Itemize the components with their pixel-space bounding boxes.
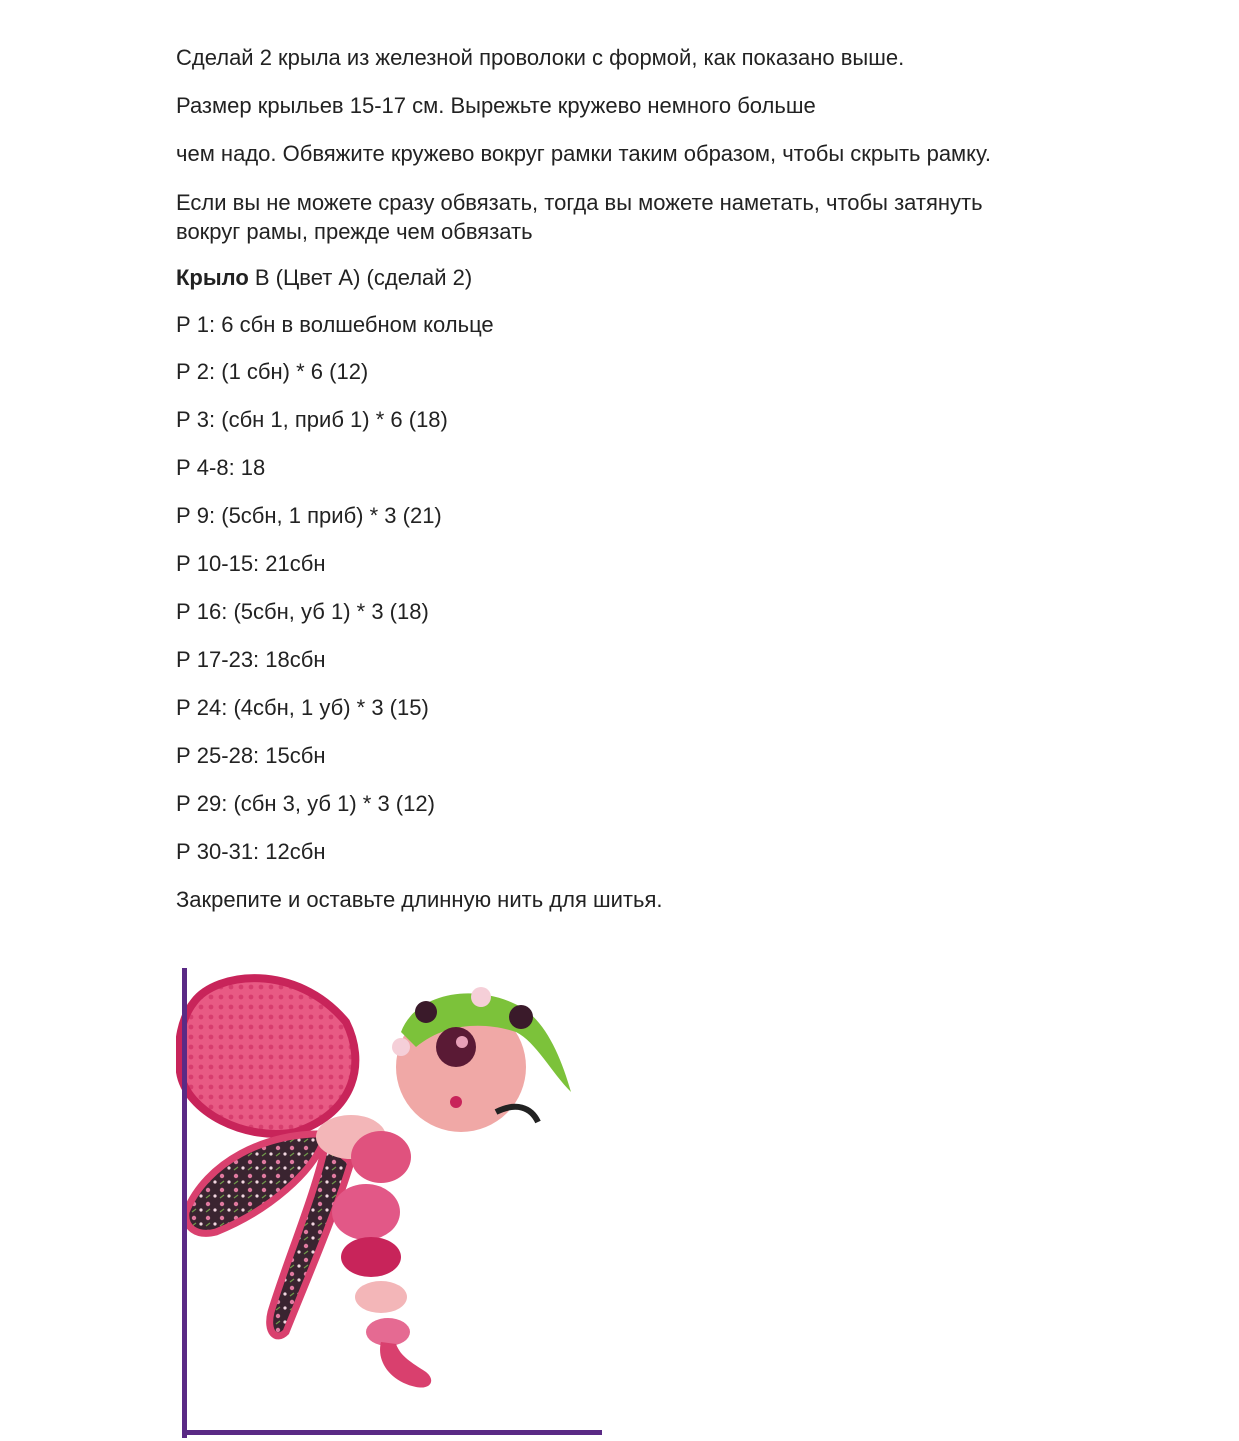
- pattern-row: Р 25-28: 15сбн: [176, 743, 326, 768]
- flower: [392, 1038, 410, 1056]
- pattern-row: Р 9: (5сбн, 1 приб) * 3 (21): [176, 503, 442, 528]
- flower: [509, 1005, 533, 1029]
- eye-highlight: [456, 1036, 468, 1048]
- frame-vertical-line: [182, 968, 187, 1438]
- eye: [436, 1027, 476, 1067]
- crochet-dragonfly-illustration: [176, 962, 606, 1436]
- pattern-row: Р 1: 6 сбн в волшебном кольце: [176, 312, 494, 337]
- upper-wing: [179, 978, 356, 1134]
- document-text: [176, 44, 1176, 934]
- body-segment: [351, 1131, 411, 1183]
- intro-line-2: Размер крыльев 15-17 см. Вырежьте кружево немного больше: [176, 93, 816, 118]
- pattern-row: Р 3: (сбн 1, приб 1) * 6 (18): [176, 407, 448, 432]
- pattern-row: Р 30-31: 12сбн: [176, 839, 326, 864]
- intro-line-4b: вокруг рамы, прежде чем обвязать: [176, 219, 533, 244]
- dragonfly-photo: [176, 962, 606, 1436]
- pattern-row: Р 29: (сбн 3, уб 1) * 3 (12): [176, 791, 435, 816]
- pattern-rows: [176, 311, 1176, 886]
- body-segment: [332, 1184, 400, 1240]
- body-segment: [341, 1237, 401, 1277]
- nose: [450, 1096, 462, 1108]
- intro-line-4a: Если вы не можете сразу обвязать, тогда вы можете наметать, чтобы затянуть: [176, 190, 983, 215]
- flower: [415, 1001, 437, 1023]
- pattern-row: Р 17-23: 18сбн: [176, 647, 326, 672]
- section-heading-bold: Крыло: [176, 265, 249, 290]
- body-segment: [366, 1318, 410, 1346]
- pattern-row: Р 10-15: 21сбн: [176, 551, 326, 576]
- flower: [471, 987, 491, 1007]
- tail: [380, 1342, 431, 1388]
- pattern-row: Р 4-8: 18: [176, 455, 266, 480]
- closing-note: Закрепите и оставьте длинную нить для шитья.: [176, 887, 663, 912]
- intro-line-3: чем надо. Обвяжите кружево вокруг рамки таким образом, чтобы скрыть рамку.: [176, 141, 991, 166]
- pattern-row: Р 2: (1 сбн) * 6 (12): [176, 359, 369, 384]
- body-segment: [355, 1281, 407, 1313]
- section-heading-rest: В (Цвет А) (сделай 2): [248, 265, 473, 290]
- pattern-row: Р 16: (5сбн, уб 1) * 3 (18): [176, 599, 429, 624]
- intro-line-4: [176, 188, 1176, 246]
- section-heading: [176, 264, 1176, 291]
- frame-horizontal-line: [182, 1430, 602, 1435]
- intro-line-1: Сделай 2 крыла из железной проволоки с формой, как показано выше.: [176, 45, 905, 70]
- pattern-row: Р 24: (4сбн, 1 уб) * 3 (15): [176, 695, 429, 720]
